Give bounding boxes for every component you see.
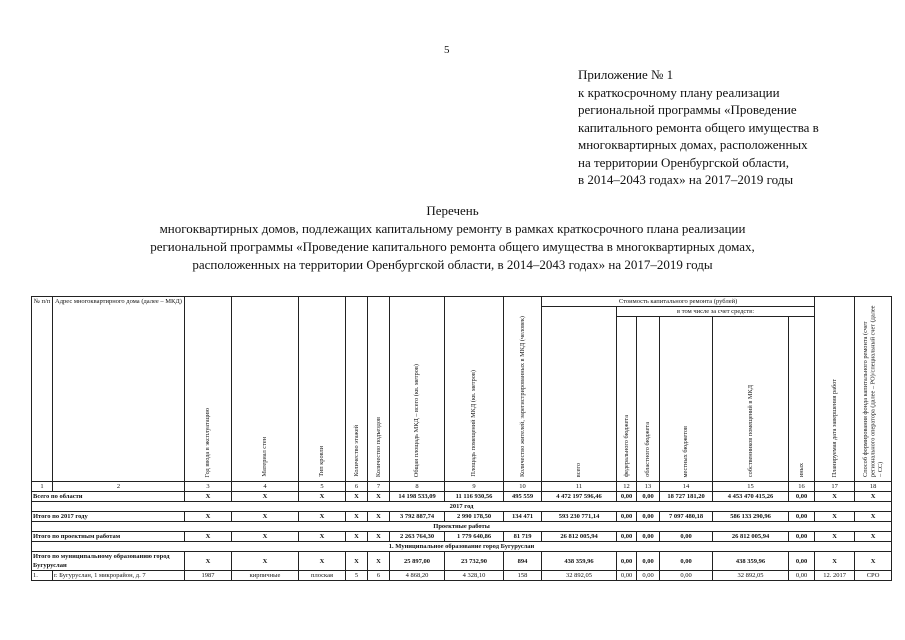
table-cell: 12. 2017 — [815, 571, 855, 581]
header-cell: № п/п — [32, 297, 53, 482]
table-cell: Х — [232, 532, 299, 542]
header-cell: Материал стен — [232, 297, 299, 482]
table-cell: 0,00 — [637, 552, 660, 571]
table-cell: Х — [185, 532, 232, 542]
section-title: Проектные работы — [32, 522, 892, 532]
table-cell: 1 779 640,86 — [445, 532, 504, 542]
table-cell: 0,00 — [789, 552, 815, 571]
table-cell: Х — [185, 492, 232, 502]
houses-table — [31, 296, 892, 581]
column-number: 13 — [637, 482, 660, 492]
table-cell: 0,00 — [660, 532, 713, 542]
appendix-line: Приложение № 1 — [578, 67, 674, 82]
table-cell: 32 892,05 — [713, 571, 789, 581]
header-cell: Планируемая дата завершения работ — [815, 297, 855, 482]
header-cell: Количество этажей — [346, 297, 368, 482]
table-cell: 0,00 — [617, 571, 637, 581]
row-label: Итого по проектным работам — [32, 532, 185, 542]
column-number: 11 — [542, 482, 617, 492]
column-number: 16 — [789, 482, 815, 492]
total-region-row — [32, 492, 892, 502]
table-cell: Х — [299, 512, 346, 522]
column-number: 9 — [445, 482, 504, 492]
table-cell: 0,00 — [637, 532, 660, 542]
table-cell: 0,00 — [617, 492, 637, 502]
table-cell: 3 792 887,74 — [390, 512, 445, 522]
table-cell: г. Бугуруслан, 1 микрорайон, д. 7 — [53, 571, 185, 581]
title-line: региональной программы «Проведение капитального ремонта общего имущества в многоквартирных домах, — [150, 239, 755, 254]
table-cell: плоская — [299, 571, 346, 581]
column-number: 6 — [346, 482, 368, 492]
table-cell: 14 198 533,09 — [390, 492, 445, 502]
table-cell: 0,00 — [637, 492, 660, 502]
table-cell: Х — [346, 552, 368, 571]
table-cell: кирпичные — [232, 571, 299, 581]
section-title: 2017 год — [32, 502, 892, 512]
header-cell: Площадь помещений МКД (кв. метров) — [445, 297, 504, 482]
table-cell: 23 732,90 — [445, 552, 504, 571]
column-number: 8 — [390, 482, 445, 492]
table-cell: 0,00 — [660, 571, 713, 581]
table-cell: 4 328,10 — [445, 571, 504, 581]
header-cell: Тип кровли — [299, 297, 346, 482]
section-row — [32, 502, 892, 512]
column-number: 17 — [815, 482, 855, 492]
table-cell: 894 — [504, 552, 542, 571]
appendix-line: многоквартирных домах, расположенных — [578, 137, 808, 152]
header-cell: в том числе за счет средств: — [617, 307, 815, 317]
table-cell: 0,00 — [789, 492, 815, 502]
title-line: Перечень — [426, 203, 479, 218]
table-cell: Х — [815, 492, 855, 502]
table-row — [32, 571, 892, 581]
page-number: 5 — [444, 44, 450, 56]
table-cell: 0,00 — [617, 552, 637, 571]
table-cell: 4 453 470 415,26 — [713, 492, 789, 502]
header-cell: собственников помещений в МКД — [713, 317, 789, 482]
table-cell: 158 — [504, 571, 542, 581]
column-number: 18 — [855, 482, 892, 492]
table-cell: Х — [299, 552, 346, 571]
appendix-line: к краткосрочному плану реализации — [578, 84, 780, 100]
table-cell: Х — [815, 512, 855, 522]
table-cell: 0,00 — [660, 552, 713, 571]
table-cell: Х — [368, 552, 390, 571]
column-number: 7 — [368, 482, 390, 492]
section-row — [32, 542, 892, 552]
table-cell: Х — [346, 532, 368, 542]
table-cell: 6 — [368, 571, 390, 581]
table-cell: 0,00 — [789, 571, 815, 581]
table-cell: 495 559 — [504, 492, 542, 502]
appendix-line: капитального ремонта общего имущества в — [578, 119, 819, 135]
table-cell: Х — [299, 492, 346, 502]
table-cell: 438 359,96 — [542, 552, 617, 571]
appendix-note — [578, 66, 819, 189]
table-cell: 1987 — [185, 571, 232, 581]
header-cell: всего — [542, 307, 617, 482]
table-cell: Х — [232, 492, 299, 502]
appendix-line: региональной программы «Проведение — [578, 102, 797, 117]
row-label: Всего по области — [32, 492, 185, 502]
table-cell: 4 868,20 — [390, 571, 445, 581]
header-cell: Количество подъездов — [368, 297, 390, 482]
column-number: 2 — [53, 482, 185, 492]
table-cell: 586 133 290,96 — [713, 512, 789, 522]
header-cell: Год ввода в эксплуатацию — [185, 297, 232, 482]
column-number: 12 — [617, 482, 637, 492]
table-cell: 5 — [346, 571, 368, 581]
title-line: расположенных на территории Оренбургской области, в 2014–2043 годах» на 2017–2019 годы — [192, 257, 713, 272]
table-cell: Х — [855, 492, 892, 502]
document-title — [0, 202, 905, 274]
column-number: 4 — [232, 482, 299, 492]
table-cell: Х — [368, 532, 390, 542]
column-number: 15 — [713, 482, 789, 492]
table-cell: Х — [232, 552, 299, 571]
table-cell: 1. — [32, 571, 53, 581]
header-cell: Способ формирования фонда капитального ремонта (счет регионального оператора (далее – РО)/специальный счет (далее – СС) — [855, 297, 892, 482]
total-municipality-row — [32, 552, 892, 571]
table-cell: Х — [346, 492, 368, 502]
table-cell: 438 359,96 — [713, 552, 789, 571]
header-cell: иных — [789, 317, 815, 482]
title-line: многоквартирных домов, подлежащих капитальному ремонту в рамках краткосрочного плана реализации — [159, 221, 746, 236]
table-cell: 26 812 005,94 — [713, 532, 789, 542]
table-cell: 18 727 181,20 — [660, 492, 713, 502]
table-cell: 32 892,05 — [542, 571, 617, 581]
table-cell: 0,00 — [637, 571, 660, 581]
appendix-line: в 2014–2043 годах» на 2017–2019 годы — [578, 172, 794, 187]
total-2017-row — [32, 512, 892, 522]
table-cell: Х — [368, 492, 390, 502]
column-number: 5 — [299, 482, 346, 492]
table-cell: Х — [815, 532, 855, 542]
table-cell: Х — [185, 552, 232, 571]
column-number: 1 — [32, 482, 53, 492]
table-cell: Х — [855, 532, 892, 542]
column-number: 3 — [185, 482, 232, 492]
table-cell: Х — [855, 552, 892, 571]
table-cell: СРО — [855, 571, 892, 581]
table-cell: 134 471 — [504, 512, 542, 522]
header-cell: федерального бюджета — [617, 317, 637, 482]
table-cell: Х — [368, 512, 390, 522]
table-cell: 2 263 764,30 — [390, 532, 445, 542]
row-label: Итого по 2017 году — [32, 512, 185, 522]
header-cell: Количество жителей, зарегистрированных в МКД (человек) — [504, 297, 542, 482]
table-cell: 2 990 178,50 — [445, 512, 504, 522]
header-row — [32, 297, 892, 307]
section-row — [32, 522, 892, 532]
table-cell: Х — [855, 512, 892, 522]
table-cell: 0,00 — [789, 512, 815, 522]
table-cell: Х — [346, 512, 368, 522]
table-cell: 0,00 — [637, 512, 660, 522]
table-cell: 0,00 — [789, 532, 815, 542]
column-number: 14 — [660, 482, 713, 492]
row-label: Итого по муниципальному образованию город Бугуруслан — [32, 552, 185, 571]
table-cell: 7 097 480,18 — [660, 512, 713, 522]
table-cell: Х — [232, 512, 299, 522]
table-cell: 4 472 197 596,46 — [542, 492, 617, 502]
header-cell: Общая площадь МКД – всего (кв. метров) — [390, 297, 445, 482]
table-cell: 11 116 930,56 — [445, 492, 504, 502]
header-cell: Адрес многоквартирного дома (далее – МКД) — [53, 297, 185, 482]
table-cell: 25 897,00 — [390, 552, 445, 571]
appendix-line: на территории Оренбургской области, — [578, 154, 789, 170]
column-number: 10 — [504, 482, 542, 492]
table-cell: Х — [815, 552, 855, 571]
total-design-row — [32, 532, 892, 542]
section-title: 1. Муниципальное образование город Бугуруслан — [32, 542, 892, 552]
table-cell: 0,00 — [617, 532, 637, 542]
table-cell: 0,00 — [617, 512, 637, 522]
header-cell: Стоимость капитального ремонта (рублей) — [542, 297, 815, 307]
header-cell: областного бюджета — [637, 317, 660, 482]
table-cell: 81 719 — [504, 532, 542, 542]
header-cell: местных бюджетов — [660, 317, 713, 482]
table-cell: 26 812 005,94 — [542, 532, 617, 542]
table-cell: Х — [299, 532, 346, 542]
table-cell: Х — [185, 512, 232, 522]
column-number-row — [32, 482, 892, 492]
table-cell: 593 230 771,14 — [542, 512, 617, 522]
